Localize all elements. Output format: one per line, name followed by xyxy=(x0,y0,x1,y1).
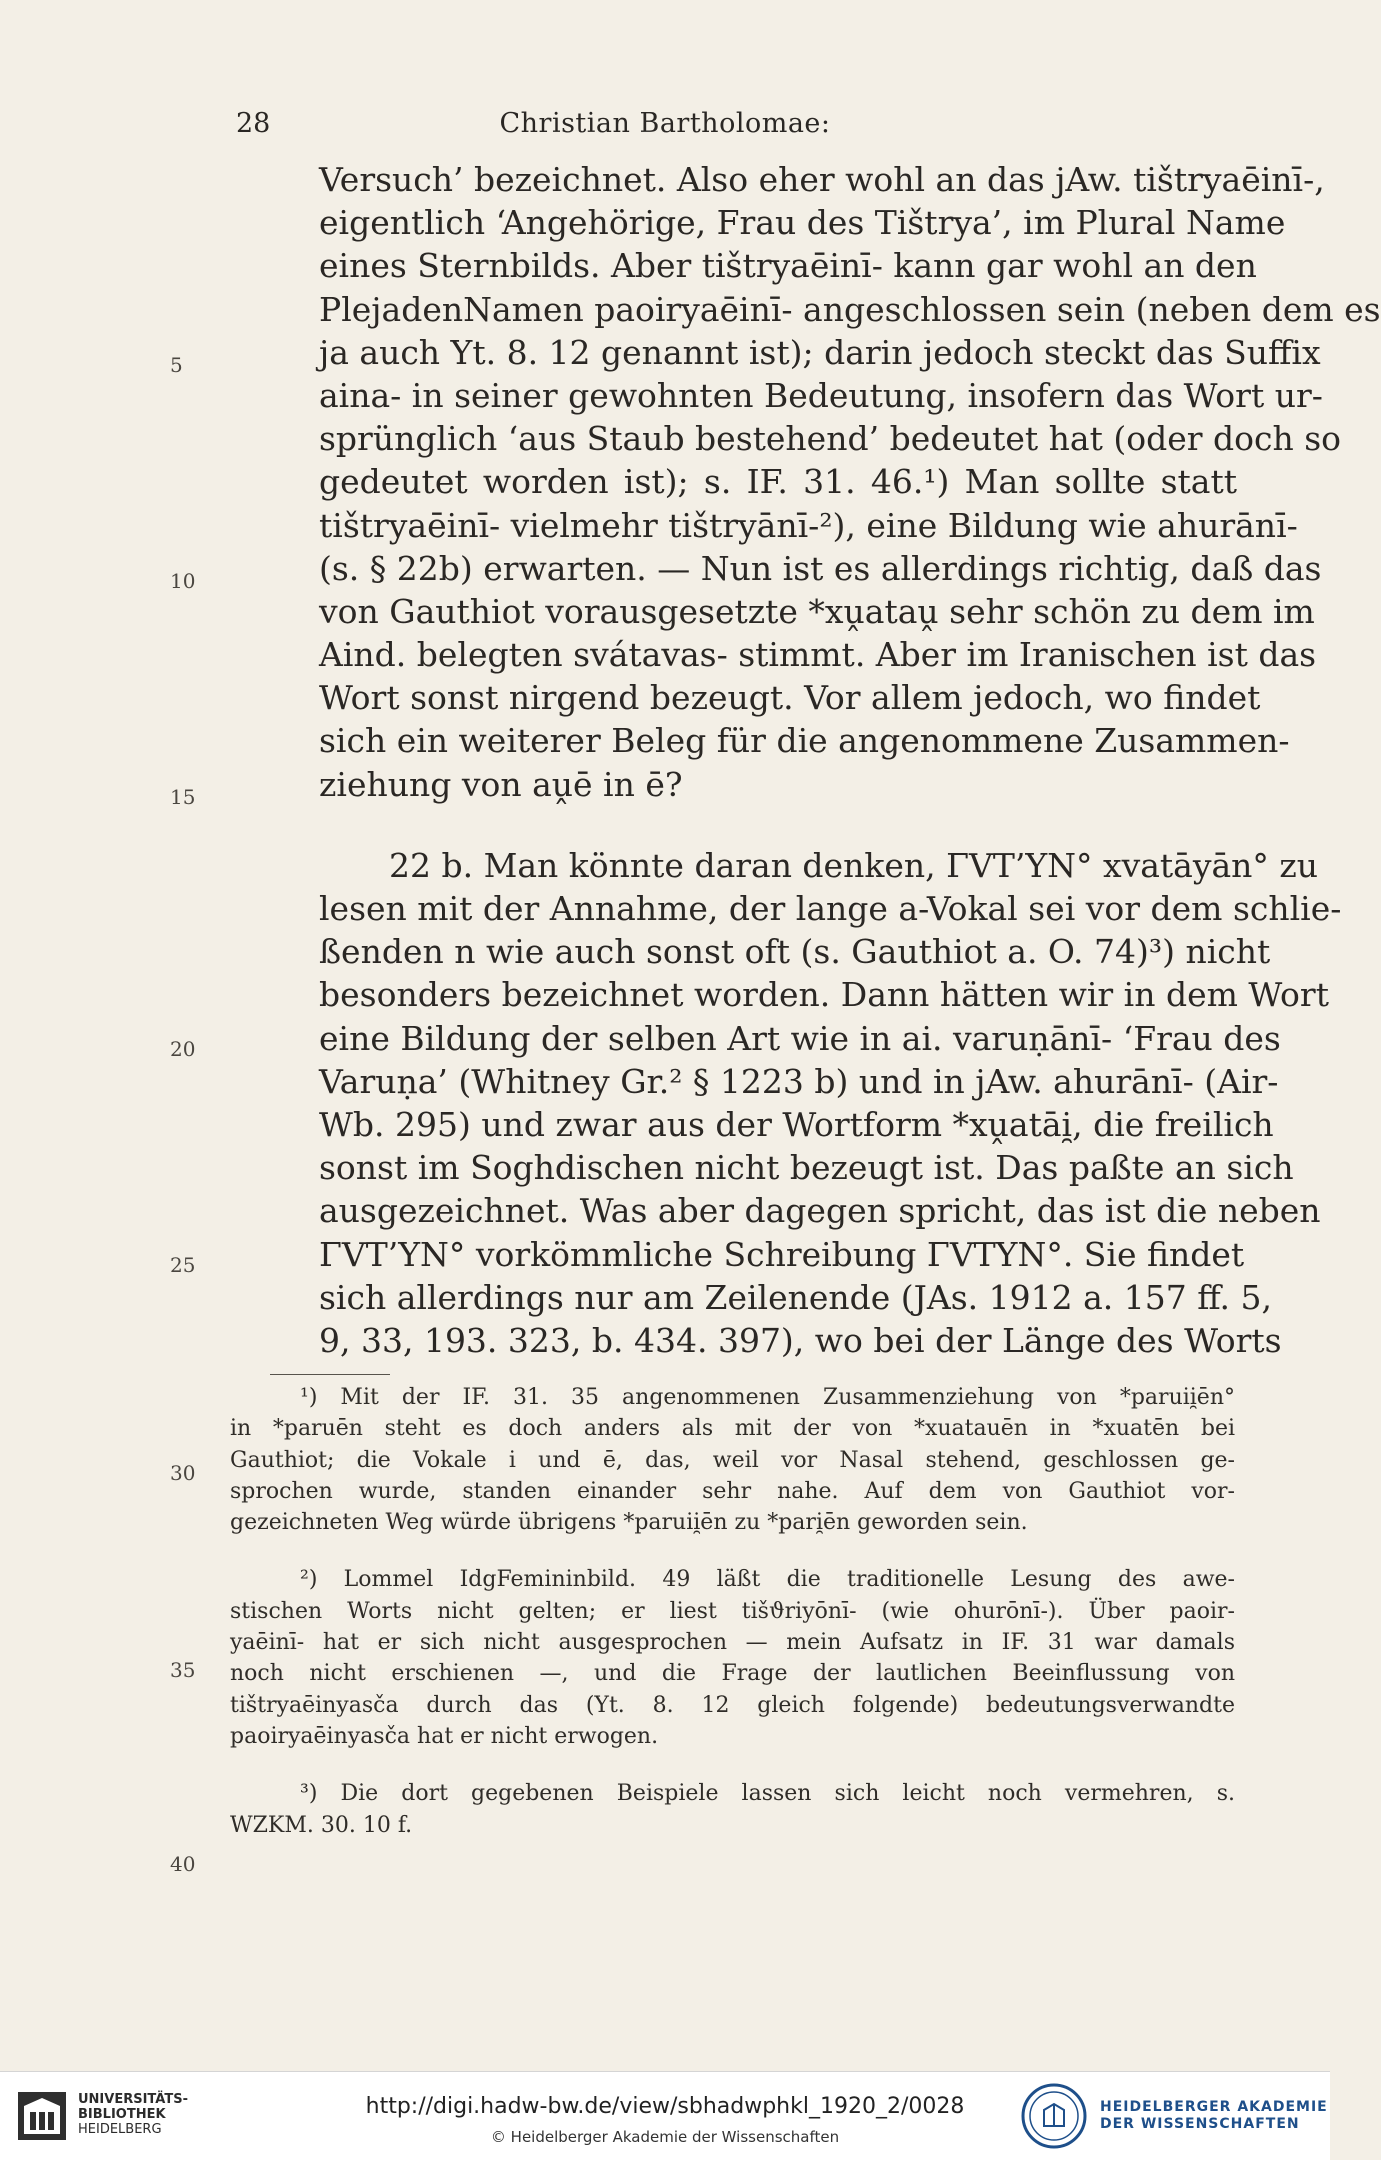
copyright-text: © Heidelberger Akademie der Wissenschaften xyxy=(490,2128,840,2146)
main-text xyxy=(319,158,1381,1362)
academy-name-line: HEIDELBERGER AKADEMIE xyxy=(1100,2099,1328,2115)
footnote-1 xyxy=(230,1382,1235,1538)
text-line: ja auch Yt. 8. 12 genannt ist); darin jedoch steckt das Suffix xyxy=(319,332,1321,372)
footnote-line: ²) Lommel IdgFemininbild. 49 läßt die traditionelle Lesung des awe- xyxy=(300,1567,1235,1593)
library-name-line: UNIVERSITÄTS- xyxy=(78,2092,188,2107)
line-number: 35 xyxy=(170,1658,196,1682)
line-number: 40 xyxy=(170,1852,196,1876)
text-line: Varuṇa’ (Whitney Gr.² § 1223 b) und in jAw. ahurānī- (Air- xyxy=(319,1061,1279,1101)
source-url-link[interactable]: http://digi.hadw-bw.de/view/sbhadwphkl_1920_2/0028 xyxy=(365,2094,965,2119)
text-line: Aind. belegten svátavas- stimmt. Aber im Iranischen ist das xyxy=(319,635,1317,675)
text-line: sprünglich ‘aus Staub bestehend’ bedeutet hat (oder doch so xyxy=(319,419,1342,459)
academy-seal-icon xyxy=(1020,2082,1088,2150)
text-line: von Gauthiot vorausgesetzte *xṷataṷ sehr schön zu dem im xyxy=(319,591,1315,631)
text-line: ausgezeichnet. Was aber dagegen spricht, das ist die neben xyxy=(319,1191,1321,1231)
footer-bar xyxy=(0,2071,1330,2160)
footnote-line: yaēinī- hat er sich nicht ausgesprochen — mein Aufsatz in IF. 31 war damals xyxy=(230,1630,1235,1656)
text-line: sich ein weiterer Beleg für die angenommene Zusammen- xyxy=(319,721,1290,761)
library-name-line: HEIDELBERG xyxy=(78,2122,162,2137)
text-line: ΓVT’YN° vorkömmliche Schreibung ΓVTYN°. Sie findet xyxy=(319,1234,1245,1274)
line-number: 25 xyxy=(170,1253,196,1277)
paragraph-21 xyxy=(319,158,1381,806)
academy-name-line: DER WISSENSCHAFTEN xyxy=(1100,2116,1300,2132)
page-number: 28 xyxy=(236,108,271,139)
library-name-line: BIBLIOTHEK xyxy=(78,2107,166,2122)
line-number: 10 xyxy=(170,569,196,593)
footnote-line: stischen Worts nicht gelten; er liest tišϑriyōnī- (wie ohurōnī-). Über paoir- xyxy=(230,1598,1235,1624)
text-line: Versuch’ bezeichnet. Also eher wohl an das jAw. tištryaēinī-, xyxy=(319,160,1325,199)
text-line: 9, 33, 193. 323, b. 434. 397), wo bei der Länge des Worts xyxy=(319,1320,1282,1360)
text-line: ziehung von aṷē in ē? xyxy=(319,764,683,804)
text-line: ßenden n wie auch sonst oft (s. Gauthiot a. O. 74)³) nicht xyxy=(319,932,1271,972)
running-head: Christian Bartholomae: xyxy=(499,108,831,139)
footnote-line: in *paruēn steht es doch anders als mit der von *xuatauēn in *xuatēn bei xyxy=(230,1416,1235,1442)
footnote-2 xyxy=(230,1564,1235,1752)
footnotes xyxy=(230,1382,1235,1841)
footnote-line: ³) Die dort gegebenen Beispiele lassen sich leicht noch vermehren, s. xyxy=(300,1781,1235,1807)
text-line: 22 b. Man könnte daran denken, ΓVT’YN° xvatāyān° zu xyxy=(389,845,1319,885)
footnote-line: tištryaēinyasča durch das (Yt. 8. 12 gleich folgende) bedeutungsverwandte xyxy=(230,1692,1235,1718)
footnote-line: gezeichneten Weg würde übrigens *paruii̯ēn zu *pari̯ēn geworden sein. xyxy=(230,1510,1028,1536)
text-line: gedeutet worden ist); s. IF. 31. 46.¹) Man sollte statt xyxy=(319,462,1237,502)
text-line: Wb. 295) und zwar aus der Wortform *xṷatāi̯, die freilich xyxy=(319,1104,1274,1144)
footnote-line: WZKM. 30. 10 f. xyxy=(230,1812,413,1838)
footnote-line: Gauthiot; die Vokale i und ē, das, weil vor Nasal stehend, geschlossen ge- xyxy=(230,1447,1235,1473)
text-line: lesen mit der Annahme, der lange a-Vokal sei vor dem schlie- xyxy=(319,889,1342,928)
footnote-line: ¹) Mit der IF. 31. 35 angenommenen Zusammenziehung von *paruii̯ēn° xyxy=(300,1385,1235,1410)
text-line: tištryaēinī- vielmehr tištryānī-²), eine Bildung wie ahurānī- xyxy=(319,505,1298,545)
text-line: (s. § 22b) erwarten. — Nun ist es allerdings richtig, daß das xyxy=(319,548,1322,588)
line-number: 5 xyxy=(170,353,183,377)
line-number: 15 xyxy=(170,785,196,809)
text-line: eines Sternbilds. Aber tištryaēinī- kann gar wohl an den xyxy=(319,246,1257,286)
text-line: sonst im Soghdischen nicht bezeugt ist. Das paßte an sich xyxy=(319,1148,1294,1188)
paragraph-22b xyxy=(319,844,1342,1362)
footnote-line: sprochen wurde, standen einander sehr nahe. Auf dem von Gauthiot vor- xyxy=(230,1478,1235,1504)
text-line: eigentlich ‘Angehörige, Frau des Tištrya’, im Plural Name xyxy=(319,203,1286,243)
page-header xyxy=(0,108,1330,148)
line-number: 30 xyxy=(170,1461,196,1485)
text-line: besonders bezeichnet worden. Dann hätten wir in dem Wort xyxy=(319,975,1329,1015)
footnote-line: paoiryaēinyasča hat er nicht erwogen. xyxy=(230,1723,659,1749)
footnote-gap xyxy=(230,1538,1235,1564)
text-line: Wort sonst nirgend bezeugt. Vor allem jedoch, wo findet xyxy=(319,678,1261,718)
academy-name xyxy=(1100,2099,1328,2133)
text-line: sich allerdings nur am Zeilenende (JAs. 1912 a. 157 ff. 5, xyxy=(319,1277,1272,1317)
text-line: PlejadenNamen paoiryaēinī- angeschlossen sein (neben dem es xyxy=(319,289,1381,329)
footnote-gap xyxy=(230,1752,1235,1778)
footnote-3 xyxy=(230,1778,1235,1841)
text-line: eine Bildung der selben Art wie in ai. varuṇānī- ‘Frau des xyxy=(319,1018,1281,1058)
footnote-separator xyxy=(270,1374,390,1375)
footnote-line: noch nicht erschienen —, und die Frage der lautlichen Beeinflussung von xyxy=(230,1661,1235,1687)
text-line: aina- in seiner gewohnten Bedeutung, insofern das Wort ur- xyxy=(319,375,1323,415)
line-number: 20 xyxy=(170,1037,196,1061)
paragraph-gap xyxy=(319,806,1237,844)
